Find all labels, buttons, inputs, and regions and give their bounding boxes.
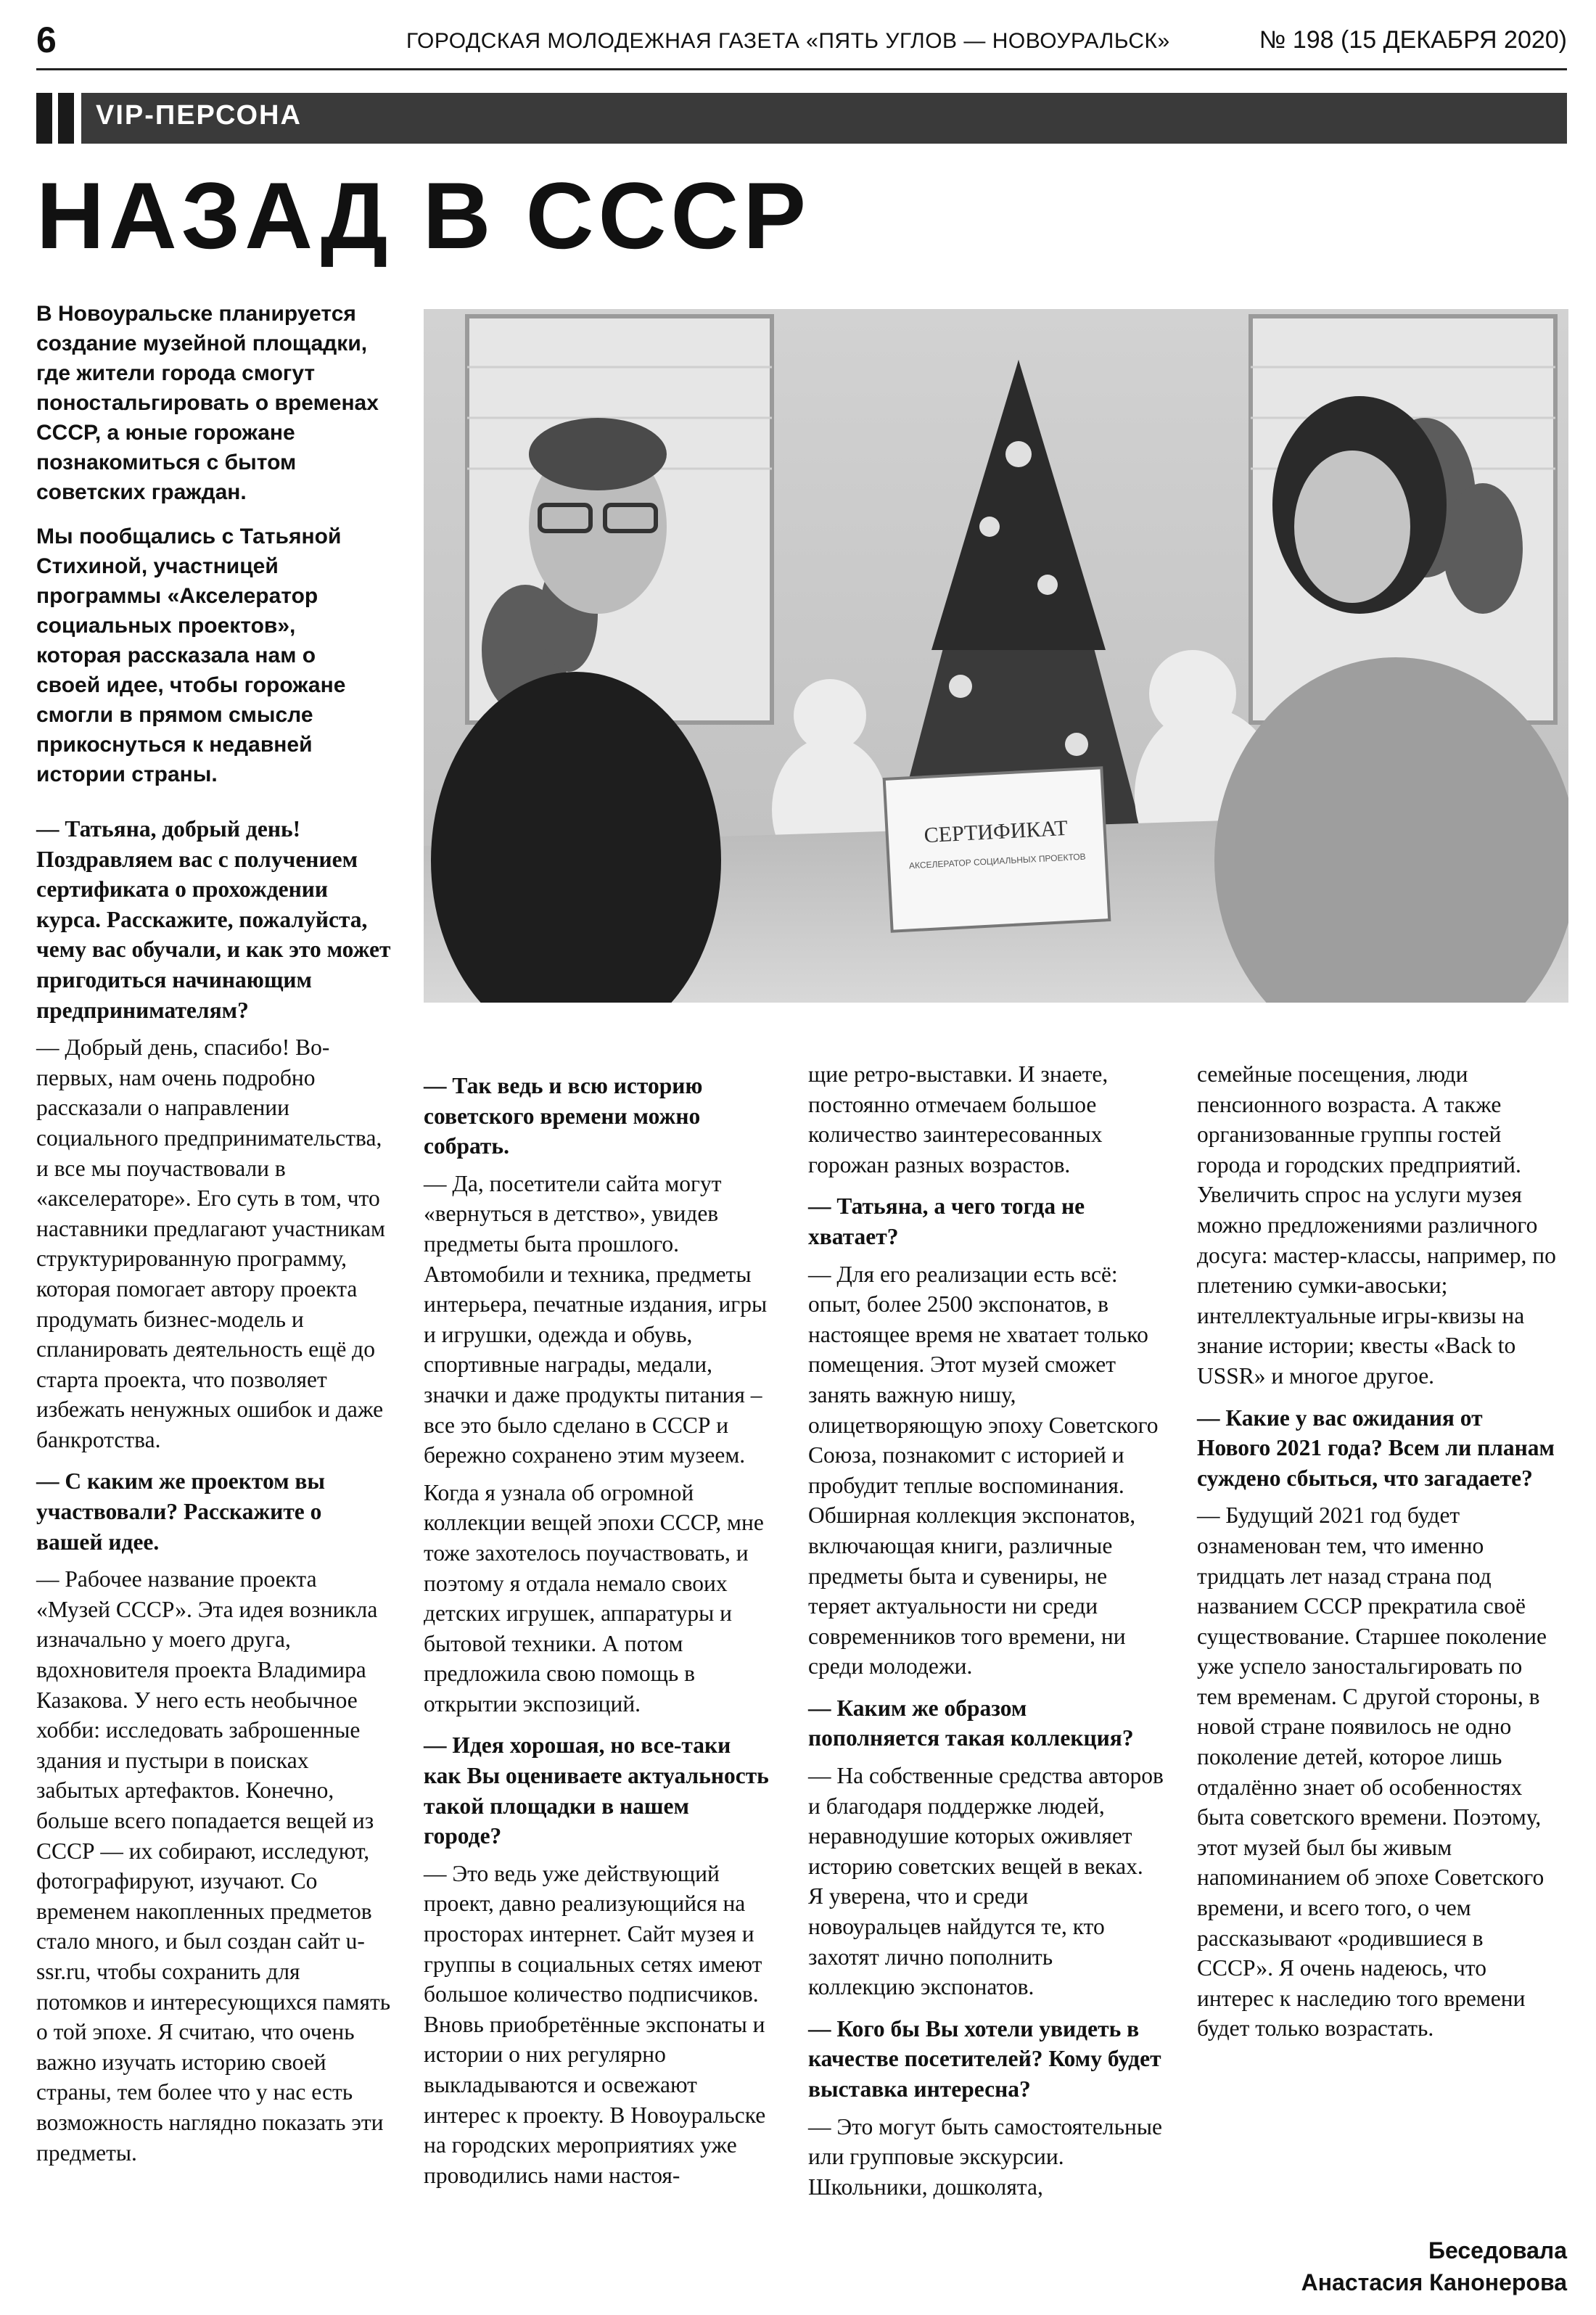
rubric-block bbox=[36, 93, 52, 144]
text-column-2 bbox=[424, 1071, 772, 2197]
article-lead bbox=[36, 299, 384, 804]
rubric-label: VIP-ПЕРСОНА bbox=[96, 100, 302, 131]
interview-answer: — Для его реализации есть всё: опыт, более 2500 экспонатов, в настоящее время не хватает только помещения. Этот музей сможет занять важную нишу, олицетворяющую эпоху Советского Союза, познакомит с историей и пробудит теплые воспоминания. Обширная коллекция экспонатов, включающая книги, различные предметы быта и сувениры, не теряет актуальности ни среди современников того времени, ни среди молодежи. bbox=[808, 1261, 1159, 1679]
byline bbox=[1301, 2234, 1567, 2298]
interview-answer: щие ретро-выставки. И знаете, постоянно отмечаем большое количество заинтересованных горожан разных возрастов. bbox=[808, 1061, 1108, 1177]
interview-question: — Идея хорошая, но все-таки как Вы оцениваете актуальность такой площадки в нашем городе? bbox=[424, 1732, 769, 1849]
interview-question: — Каким же образом пополняется такая коллекция? bbox=[808, 1695, 1134, 1751]
newspaper-title: ГОРОДСКАЯ МОЛОДЕЖНАЯ ГАЗЕТА «ПЯТЬ УГЛОВ — НОВОУРАЛЬСК» bbox=[406, 29, 1170, 53]
interview-question: — С каким же проектом вы участвовали? Расскажите о вашей идее. bbox=[36, 1468, 326, 1555]
interview-answer: — Это ведь уже действующий проект, давно реализующийся на просторах интернет. Сайт музея и группы в социальных сетях имеют большое количество подписчиков. Вновь приобретённые экспонаты и истории о них регулярно выкладываются и освежают интерес к проекту. В Новоуральске на городских мероприятиях уже проводились нами настоя- bbox=[424, 1860, 766, 2188]
interview-answer: — Рабочее название проекта «Музей СССР». Эта идея возникла изначально у моего друга, вдохновителя проекта Владимира Казакова. У него есть необычное хобби: исследовать заброшенные здания и пустыри в поисках забытых артефактов. Конечно, больше всего попадается вещей из СССР — их собирают, исследуют, фотографируют, изучают. Со временем накопленных предметов стало много, и был создан сайт u-ssr.ru, чтобы сохранить для потомков и интересующихся память о той эпохе. Я считаю, что очень важно изучать историю своей страны, тем более что у нас есть возможность наглядно показать эти предметы. bbox=[36, 1566, 391, 2166]
article-photo bbox=[424, 309, 1568, 1003]
photo-illustration bbox=[424, 309, 1568, 1003]
article-headline: НАЗАД В СССР bbox=[36, 163, 810, 268]
lead-paragraph: В Новоуральске планируется создание музейной площадки, где жители города смогут поностальгировать о временах СССР, а юные горожане познакомиться с бытом советских граждан. bbox=[36, 302, 379, 504]
byline-author: Анастасия Канонерова bbox=[1301, 2269, 1567, 2295]
interview-answer: — На собственные средства авторов и благодаря поддержке людей, неравнодушие которых оживляет историю советских вещей в веках. Я уверена, что и среди новоуральцев найдутся те, кто захотят лично пополнить коллекцию экспонатов. bbox=[808, 1763, 1164, 2000]
interview-answer: — Да, посетители сайта могут «вернуться в детство», увидев предметы быта прошлого. Автомобили и техника, предметы интерьера, печатные издания, игры и игрушки, одежда и обувь, спортивные награды, медали, значки и даже продукты питания – все это было сделано в СССР и бережно сохранено этим музеем. bbox=[424, 1170, 768, 1468]
interview-answer: Когда я узнала об огромной коллекции вещей эпохи СССР, мне тоже захотелось поучаствовать, и поэтому я отдала немало своих детских игрушек, аппаратуры и бытовой техники. А потом предложила свою помощь в открытии экспозиций. bbox=[424, 1479, 764, 1716]
text-column-1 bbox=[36, 814, 392, 2175]
certificate bbox=[884, 768, 1110, 931]
rubric-band bbox=[81, 93, 1567, 144]
header-rule bbox=[36, 68, 1567, 70]
interview-question: — Татьяна, а чего тогда не хватает? bbox=[808, 1193, 1085, 1249]
interview-question: — Так ведь и всю историю советского времени можно собрать. bbox=[424, 1073, 703, 1159]
text-column-3 bbox=[808, 1059, 1164, 2209]
lead-paragraph: Мы пообщались с Татьяной Стихиной, участницей программы «Акселератор социальных проектов», которая рассказала нам о своей идее, чтобы горожане смогли в прямом смысле прикоснуться к недавней истории страны. bbox=[36, 525, 346, 786]
byline-label: Беседовала bbox=[1428, 2237, 1567, 2263]
interview-answer: — Будущий 2021 год будет ознаменован тем, что именно тридцать лет назад страна под названием СССР прекратила своё существование. Старшее поколение уже успело заностальгировать по тем временам. С другой стороны, в новой стране появилось не одно поколение детей, которое лишь отдалённо знает об особенностях быта советского времени. Поэтому, этот музей был бы живым напоминанием об эпохе Советского времени, и всего того, о чем рассказывают «родившиеся в СССР». Я очень надеюсь, что интерес к наследию того времени будет только возрастать. bbox=[1197, 1502, 1547, 2041]
interview-answer: — Это могут быть самостоятельные или групповые экскурсии. Школьники, дошколята, bbox=[808, 2113, 1162, 2200]
rubric-block bbox=[58, 93, 74, 144]
interview-question: — Татьяна, добрый день! Поздравляем вас с получением сертификата о прохождении курса. Расскажите, пожалуйста, чему вас обучали, и как это может пригодиться начинающим предпринимателям? bbox=[36, 816, 391, 1023]
text-column-4 bbox=[1197, 1059, 1560, 2051]
issue-number: № 198 (15 ДЕКАБРЯ 2020) bbox=[1259, 26, 1567, 54]
interview-question: — Какие у вас ожидания от Нового 2021 года? Всем ли планам суждено сбыться, что загадаете? bbox=[1197, 1405, 1555, 1491]
interview-answer: семейные посещения, люди пенсионного возраста. А также организованные группы гостей города и городских предприятий. Увеличить спрос на услуги музея можно предложениями различного досуга: мастер-классы, например, по плетению сумки-авоськи; интеллектуальные игры-квизы на знание истории; квесты «Back to USSR» и многое другое. bbox=[1197, 1061, 1556, 1389]
interview-answer: — Добрый день, спасибо! Во-первых, нам очень подробно рассказали о направлении социального предпринимательства, и все мы поучаствовали в «акселераторе». Его суть в том, что наставники предлагают участникам структурированную программу, которая помогает автору проекта продумать бизнес-модель и спланировать деятельность ещё до старта проекта, что позволяет избежать ненужных ошибок и даже банкротства. bbox=[36, 1035, 385, 1452]
certificate-subtitle: АКСЕЛЕРАТОР СОЦИАЛЬНЫХ ПРОЕКТОВ bbox=[908, 851, 1086, 871]
certificate-title: СЕРТИФИКАТ bbox=[923, 815, 1069, 848]
interview-question: — Кого бы Вы хотели увидеть в качестве посетителей? Кому будет выставка интересна? bbox=[808, 2015, 1161, 2102]
rubric-bar bbox=[36, 93, 1567, 144]
page-number: 6 bbox=[36, 20, 57, 60]
